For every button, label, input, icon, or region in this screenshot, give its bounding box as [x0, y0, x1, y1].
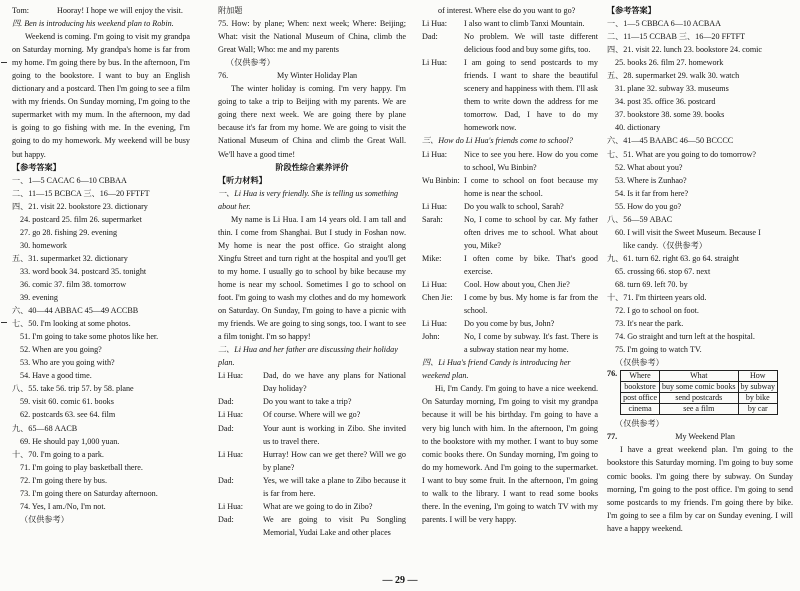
- answer-line: 六、41—45 BAABC 46—50 BCCCC: [607, 136, 734, 146]
- answer-line: 36. comic 37. film 38. tomorrow: [20, 279, 127, 289]
- dialog-text: Do you walk to school, Sarah?: [464, 201, 564, 211]
- dialog-line: [218, 500, 406, 513]
- answer-line: 62. postcards 63. see 64. film: [20, 410, 116, 420]
- section-4-heading: 四. Ben is introducing his weekend plan to Robin.: [12, 19, 174, 29]
- table-cell: by bike: [738, 393, 777, 404]
- column-4: [607, 4, 793, 535]
- q76-heading: [218, 69, 406, 82]
- answer-line: 72. I'm going there by bus.: [20, 475, 107, 485]
- dialog-continuation: of interest. Where else do you want to go?: [438, 6, 576, 15]
- answer-line: 51. I'm going to take some photos like her.: [20, 332, 159, 342]
- dialog-text: Hooray! I hope we will enjoy the visit.: [57, 6, 183, 15]
- answer-line: 65. crossing 66. stop 67. next: [615, 266, 711, 276]
- dialog-text: I come by bus. My home is far from the school.: [464, 293, 598, 316]
- dialog-text: Your aunt is working in Zibo. She invited us to travel there.: [263, 423, 406, 446]
- reference-only-note: （仅供参考）: [615, 419, 664, 429]
- dialog-line: [422, 213, 598, 252]
- answer-line: 59. visit 60. comic 61. books: [20, 397, 114, 407]
- margin-mark: [1, 62, 7, 63]
- answer-line: 二、11—15 BCBCA 三、16—20 FFTFT: [12, 188, 150, 198]
- table-header-cell: What: [660, 371, 739, 382]
- table-cell: by car: [738, 404, 777, 415]
- q77-number: 77.: [607, 432, 618, 442]
- table-cell: by subway: [738, 382, 777, 393]
- dialog-text: Nice to see you here. How do you come to school, Wu Binbin?: [464, 149, 598, 172]
- table-cell: see a film: [660, 404, 739, 415]
- answer-line: （仅供参考）: [615, 358, 664, 368]
- answer-line: 69. He should pay 1,000 yuan.: [20, 436, 120, 446]
- weekend-plan-essay: I have a great weekend plan. I'm going to the bookstore this Saturday morning. I'm going to buy some comic books. I'm going there by subway. On Sunday morning, I'm going to the post office. I'm going to send some postcards to my friends. I'm going there by bike. I'm going to see a film by car on Sunday evening. I will have a happy weekend.: [607, 445, 793, 533]
- listening-material-title: 【听力材料】: [218, 175, 267, 185]
- answer-line: 73. I'm going there on Saturday afternoon.: [20, 488, 158, 498]
- dialog-line: [422, 278, 598, 291]
- answer-line: 八、56—59 ABAC: [607, 214, 673, 224]
- listening-2-dialog: [218, 369, 406, 539]
- q76-title: My Winter Holiday Plan: [277, 71, 358, 81]
- speaker: Wu Binbin:: [422, 175, 460, 185]
- answer-line: 八、55. take 56. trip 57. by 58. plane: [12, 384, 134, 394]
- answer-line: 30. homework: [20, 240, 67, 250]
- speaker: Li Hua:: [218, 371, 244, 381]
- answer-line: 68. turn 69. left 70. by: [615, 279, 688, 289]
- answer-line: 九、65—68 AACB: [12, 423, 78, 433]
- answer-line: 54. Is it far from here?: [615, 188, 689, 198]
- answer-line: 十、70. I'm going to a park.: [12, 449, 104, 459]
- answer-line: 十、71. I'm thirteen years old.: [607, 293, 707, 303]
- answer-key-title: 【参考答案】: [607, 6, 656, 15]
- answer-line: 52. When are you going?: [20, 345, 102, 355]
- answer-line: 九、61. turn 62. right 63. go 64. straight: [607, 253, 740, 263]
- answer-line: 五、31. supermarket 32. dictionary: [12, 253, 128, 263]
- margin-mark: [1, 322, 7, 323]
- answer-line: （仅供参考）: [20, 514, 69, 524]
- column-2: [218, 4, 406, 539]
- dialog-line: [422, 252, 598, 278]
- answer-key-list: [607, 17, 793, 369]
- answer-line: 75. I'm going to watch TV.: [615, 345, 702, 355]
- dialog-line: [422, 200, 598, 213]
- dialog-line: [422, 17, 598, 30]
- dialog-text: I often come by bike. That's good exercise.: [464, 253, 598, 276]
- answer-line: 七、51. What are you going to do tomorrow?: [607, 149, 756, 159]
- speaker: Li Hua:: [218, 501, 244, 511]
- listening-3-dialog: [422, 148, 598, 357]
- answer-line: 27. go 28. fishing 29. evening: [20, 227, 118, 237]
- answer-line: 25. books 26. film 27. homework: [615, 58, 724, 68]
- table-cell: send postcards: [660, 393, 739, 404]
- speaker: Dad:: [422, 32, 438, 42]
- answer-line: 73. It's near the park.: [615, 319, 684, 329]
- listening-2-dialog-cont: [422, 17, 598, 134]
- dialog-line: [218, 422, 406, 448]
- dialog-text: No problem. We will taste different delicious food and buy some gifts, too.: [464, 32, 598, 55]
- answer-line: 一、1—5 CBBCA 6—10 ACBAA: [607, 19, 721, 29]
- winter-holiday-essay: The winter holiday is coming. I'm very happy. I'm going to take a trip to Beijing with my parents. We are going there next week. We are going there by plane because it's far from my home. We are going to visit the National Museum of China and climb the Great Wall. We'll have a good time!: [218, 84, 406, 159]
- table-cell: post office: [621, 393, 660, 404]
- dialog-line: [422, 148, 598, 174]
- dialog-text: Of course. Where will we go?: [263, 410, 361, 420]
- table-cell: buy some comic books: [660, 382, 739, 393]
- dialog-line: [218, 448, 406, 474]
- dialog-text: I come to school on foot because my home is near the school.: [464, 175, 598, 198]
- table-header-cell: Where: [621, 371, 660, 382]
- answer-line: 74. Yes, I am./No, I'm not.: [20, 501, 106, 511]
- answer-line: 六、40—44 ABBAC 45—49 ACCBB: [12, 306, 139, 316]
- speaker: Li Hua:: [422, 58, 448, 68]
- q76-table-block: [607, 369, 793, 417]
- dialog-line: [422, 174, 598, 200]
- dialog-text: Hurray! How can we get there? Will we go by plane?: [263, 449, 406, 472]
- answer-line: 53. Who are you going with?: [20, 358, 115, 368]
- q76-table: [620, 370, 778, 415]
- answer-line: 55. How do you go?: [615, 201, 682, 211]
- dialog-line: [422, 317, 598, 330]
- stage-evaluation-title: 阶段性综合素养评价: [275, 162, 349, 172]
- answer-75: 75. How: by plane; When: next week; Where: Beijing; What: visit the National Museum of China, climb the Great Wall; Who: me and my parents: [218, 19, 406, 55]
- answer-line: 24. postcard 25. film 26. supermarket: [20, 214, 142, 224]
- answer-line: 54. Have a good time.: [20, 371, 92, 381]
- answer-line: 71. I'm going to play basketball there.: [20, 462, 143, 472]
- dialog-text: What are we going to do in Zibo?: [263, 501, 373, 511]
- listening-4-text: Hi, I'm Candy. I'm going to have a nice weekend. On Saturday morning, I'm going to visit my grandpa because it will be his birthday. I'm going to have a very big lunch with him. In the afternoon, I'm going to the bookstore with my mother. I want to buy some comic books there. On Sunday morning, I'm going to do my homework. And I'm going to the supermarket. I want to buy some fruit. In the afternoon, I'm going to walk to the library. I want to read some books there. In the evening, I'm going to watch TV with my parents. I will be very happy.: [422, 384, 598, 524]
- dialog-text: Yes, we will take a plane to Zibo because it is far from here.: [263, 475, 406, 498]
- speaker: Dad:: [218, 423, 234, 433]
- column-1: [12, 4, 190, 526]
- dialog-text: I am going to send postcards to my friends. I want to share the beautiful scenery and happiness with them. I'll ask them to write down the address for me tomorrow. Dad, I have to do my homework now.: [464, 58, 598, 133]
- speaker: Dad:: [218, 514, 234, 524]
- answer-line: 四、21. visit 22. lunch 23. bookstore 24. comic: [607, 45, 763, 55]
- listening-1-heading: 一、Li Hua is very friendly. She is telling us something about her.: [218, 188, 399, 211]
- answer-line: 52. What about you?: [615, 162, 683, 172]
- answer-line: 74. Go straight and turn left at the hospital.: [615, 332, 755, 342]
- dialog-text: Cool. How about you, Chen Jie?: [464, 279, 570, 289]
- answer-key-list: [12, 174, 190, 526]
- column-3: [422, 4, 598, 526]
- table-cell: bookstore: [621, 382, 660, 393]
- listening-4-heading: 四、Li Hua's friend Candy is introducing her weekend plan.: [422, 358, 571, 381]
- answer-line: 72. I go to school on foot.: [615, 306, 699, 316]
- bonus-heading: 附加题: [218, 6, 243, 15]
- listening-3-heading: 三、How do Li Hua's friends come to school?: [422, 136, 573, 146]
- dialog-line: [218, 369, 406, 395]
- table-row: [621, 393, 778, 404]
- speaker: Sarah:: [422, 214, 443, 224]
- dialog-line: [218, 408, 406, 421]
- weekend-passage: Weekend is coming. I'm going to visit my grandpa on Saturday morning. My grandpa's home is far from my home. I'm going there by bus. In the afternoon, I'm going to the bookstore. I want to buy an English dictionary and a postcard. Then I'm going to see a film with my friends. On Sunday morning, I'm going to the supermarket with my mum. In the afternoon, my dad is going to go fishing with me. In the evening, I'm going to do my homework. My weekend will be busy but happy.: [12, 32, 190, 159]
- table-header-cell: How: [738, 371, 777, 382]
- answer-line: 60. I will visit the Sweet Museum. Because I: [615, 227, 761, 237]
- dialog-line: [422, 56, 598, 134]
- listening-1-text: My name is Li Hua. I am 14 years old. I am tall and thin. I come from Shanghai. But I study in Foshan now. My home is near the post office. Go straight along Xingfu Street and turn right at the hospital and you'll get to my home. I usually go to school by bike because my home is near my school. Sometimes I go to school on foot. I'm going to wash my clothes and do my homework on Saturday. On Sunday, I'm going to have a picnic with my friends. We are going to sing songs, too. I want to see a film tonight. I'm so happy!: [218, 214, 406, 342]
- speaker: Li Hua:: [218, 410, 244, 420]
- answer-line: 53. Where is Zunhao?: [615, 175, 687, 185]
- dialog-text: Do you want to take a trip?: [263, 397, 352, 407]
- speaker: Li Hua:: [422, 19, 448, 29]
- q77-title: My Weekend Plan: [675, 432, 735, 442]
- answer-line: 31. plane 32. subway 33. museums: [615, 84, 729, 94]
- answer-line: 37. bookstore 38. some 39. books: [615, 110, 725, 120]
- q76-number: 76.: [218, 71, 229, 81]
- answer-line: 40. dictionary: [615, 123, 661, 133]
- dialog-line: [422, 291, 598, 317]
- answer-line: 34. post 35. office 36. postcard: [615, 97, 716, 107]
- answer-line: 39. evening: [20, 293, 58, 303]
- q76-number: 76.: [607, 369, 618, 379]
- dialog-text: I also want to climb Tanxi Mountain.: [464, 19, 585, 29]
- speaker: Li Hua:: [422, 149, 448, 159]
- answer-line: 四、21. visit 22. bookstore 23. dictionary: [12, 201, 148, 211]
- dialog-line: [422, 330, 598, 356]
- reference-only-note: （仅供参考）: [226, 58, 275, 68]
- table-row: [621, 382, 778, 393]
- answer-line: 33. word book 34. postcard 35. tonight: [20, 266, 147, 276]
- dialog-line: [12, 4, 190, 17]
- q77-heading: [607, 430, 793, 443]
- dialog-text: Dad, do we have any plans for National Day holiday?: [263, 371, 406, 394]
- speaker: Dad:: [218, 397, 234, 407]
- speaker: Mike:: [422, 253, 442, 263]
- dialog-line: [218, 513, 406, 539]
- answer-line: 一、1—5 CACAC 6—10 CBBAA: [12, 175, 127, 185]
- answer-line: like candy.（仅供参考）: [623, 240, 707, 250]
- table-row: [621, 404, 778, 415]
- speaker: Li Hua:: [422, 201, 448, 211]
- listening-2-heading: 二、Li Hua and her father are discussing their holiday plan.: [218, 345, 398, 368]
- speaker: Chen Jie:: [422, 293, 453, 303]
- speaker: John:: [422, 332, 440, 342]
- dialog-text: No, I come to school by car. My father often drives me to school. What about you, Mike?: [464, 214, 598, 250]
- dialog-line: [422, 30, 598, 56]
- dialog-text: No, I come by subway. It's fast. There is a subway station near my home.: [464, 332, 598, 355]
- speaker: Dad:: [218, 475, 234, 485]
- answer-key-title: 【参考答案】: [12, 162, 61, 172]
- speaker: Li Hua:: [218, 449, 244, 459]
- answer-line: 五、28. supermarket 29. walk 30. watch: [607, 71, 740, 81]
- answer-line: 二、11—15 CCBAB 三、16—20 FFTFT: [607, 32, 746, 42]
- dialog-line: [218, 474, 406, 500]
- answer-line: 七、50. I'm looking at some photos.: [12, 319, 131, 329]
- dialog-text: Do you come by bus, John?: [464, 319, 555, 329]
- speaker: Li Hua:: [422, 279, 448, 289]
- speaker: Li Hua:: [422, 319, 448, 329]
- dialog-text: We are going to visit Pu Songling Memorial, Yudai Lake and other places: [263, 514, 406, 537]
- dialog-line: [218, 395, 406, 408]
- page-number: — 29 —: [382, 575, 418, 586]
- table-row: [621, 371, 778, 382]
- table-cell: cinema: [621, 404, 660, 415]
- speaker: Tom:: [12, 6, 30, 15]
